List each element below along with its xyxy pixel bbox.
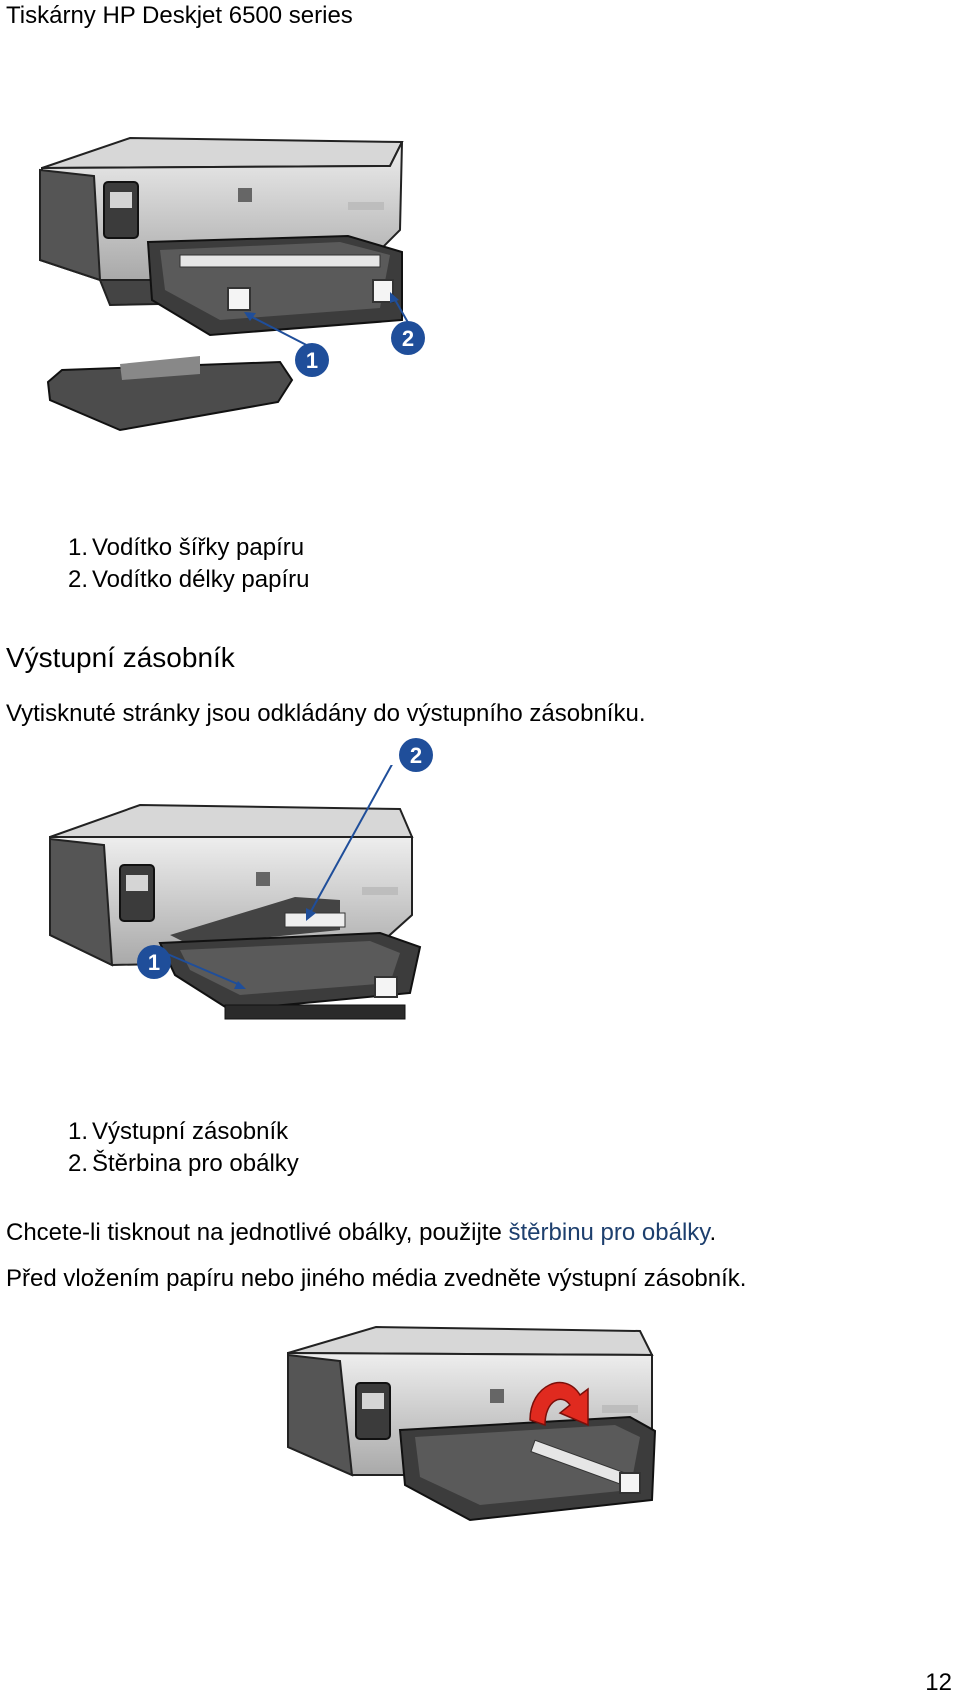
envelope-slot — [285, 913, 345, 927]
envelope-paragraph — [6, 1219, 716, 1247]
list-item — [62, 1116, 299, 1148]
list-item-label: Vodítko šířky papíru — [92, 534, 305, 561]
document-header-title: Tiskárny HP Deskjet 6500 series — [6, 2, 353, 29]
callout-number-1: 1 — [147, 950, 161, 975]
callout-number-2: 2 — [409, 743, 423, 768]
list-item — [62, 532, 309, 564]
section-intro-paragraph: Vytisknuté stránky jsou odkládány do výstupního zásobníku. — [6, 700, 646, 727]
list-item — [62, 564, 309, 596]
list-item-number: 2. — [67, 1150, 88, 1177]
list-item-number: 2. — [67, 566, 88, 593]
figure1-legend-list — [62, 532, 309, 596]
callout-number-2: 2 — [401, 326, 415, 351]
list-item-number: 1. — [67, 534, 88, 561]
list-item-label: Vodítko délky papíru — [92, 566, 310, 593]
callout-badge-2 — [396, 735, 436, 775]
printer-output-tray-illustration — [40, 765, 470, 1070]
envelope-paragraph-text: Chcete-li tisknout na jednotlivé obálky, použijte — [6, 1219, 509, 1246]
figure2-legend-list — [62, 1116, 299, 1180]
printer-paper-guides-illustration — [30, 130, 470, 480]
list-item-label: Výstupní zásobník — [92, 1118, 289, 1145]
list-item-label: Štěrbina pro obálky — [92, 1150, 299, 1177]
printer-lift-tray-illustration — [280, 1325, 700, 1560]
section-heading: Výstupní zásobník — [6, 642, 235, 673]
list-item-number: 1. — [67, 1118, 88, 1145]
envelope-slot-link[interactable]: štěrbinu pro obálky — [508, 1219, 710, 1246]
envelope-paragraph-end: . — [709, 1219, 717, 1246]
list-item — [62, 1148, 299, 1180]
page-number: 12 — [925, 1669, 952, 1696]
lift-tray-paragraph: Před vložením papíru nebo jiného média zvedněte výstupní zásobník. — [6, 1265, 747, 1292]
callout-number-1: 1 — [305, 348, 319, 373]
